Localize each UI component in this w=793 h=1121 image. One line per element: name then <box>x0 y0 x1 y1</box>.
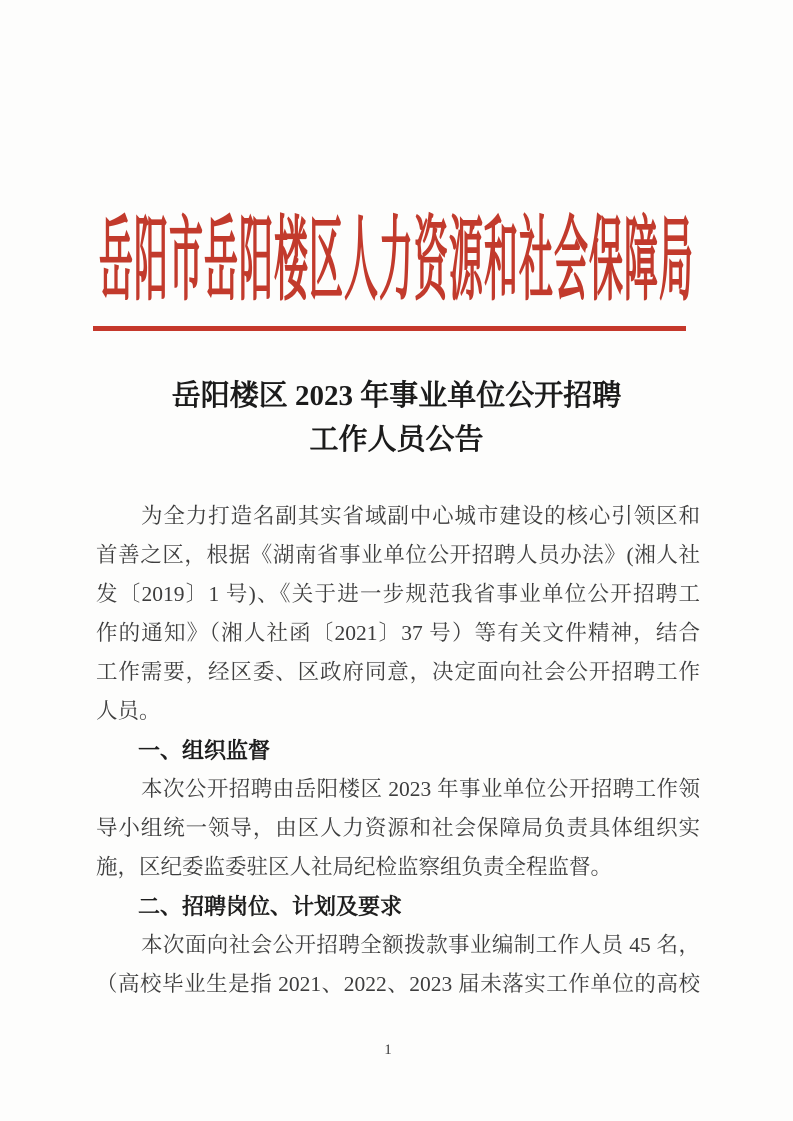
body-text-line: 首善之区，根据《湖南省事业单位公开招聘人员办法》(湘人社 <box>96 543 700 567</box>
section-heading: 二、招聘岗位、计划及要求 <box>138 894 403 919</box>
body-text-line: 施，区纪委监委驻区人社局纪检监察组负责全程监督。 <box>96 855 613 879</box>
body-text-line: 导小组统一领导，由区人力资源和社会保障局负责具体组织实 <box>96 816 700 840</box>
document-title-line2: 工作人员公告 <box>309 424 484 456</box>
document-title-line1: 岳阳楼区 2023 年事业单位公开招聘 <box>171 380 622 412</box>
body-text-line: 为全力打造名副其实省域副中心城市建设的核心引领区和 <box>141 504 700 528</box>
body-text-line: 本次面向社会公开招聘全额拨款事业编制工作人员 45 名， <box>141 933 700 957</box>
body-text-line: （高校毕业生是指 2021、2022、2023 届未落实工作单位的高校 <box>96 972 700 996</box>
body-text-line: 作的通知》（湘人社函〔2021〕37 号）等有关文件精神，结合 <box>96 621 700 645</box>
letterhead-divider-line <box>93 326 686 331</box>
page-number: 1 <box>384 1042 392 1058</box>
body-text-line: 发〔2019〕1 号)、《关于进一步规范我省事业单位公开招聘工 <box>96 582 700 606</box>
body-text-line: 工作需要，经区委、区政府同意，决定面向社会公开招聘工作 <box>96 660 700 684</box>
letterhead-agency-name: 岳阳市岳阳楼区人力资源和社会保障局 <box>99 213 694 313</box>
document-title <box>0 374 793 462</box>
body-text-line: 本次公开招聘由岳阳楼区 2023 年事业单位公开招聘工作领 <box>141 777 700 801</box>
document-body <box>96 497 700 1004</box>
body-text-line: 人员。 <box>96 699 161 723</box>
section-heading: 一、组织监督 <box>138 738 271 763</box>
